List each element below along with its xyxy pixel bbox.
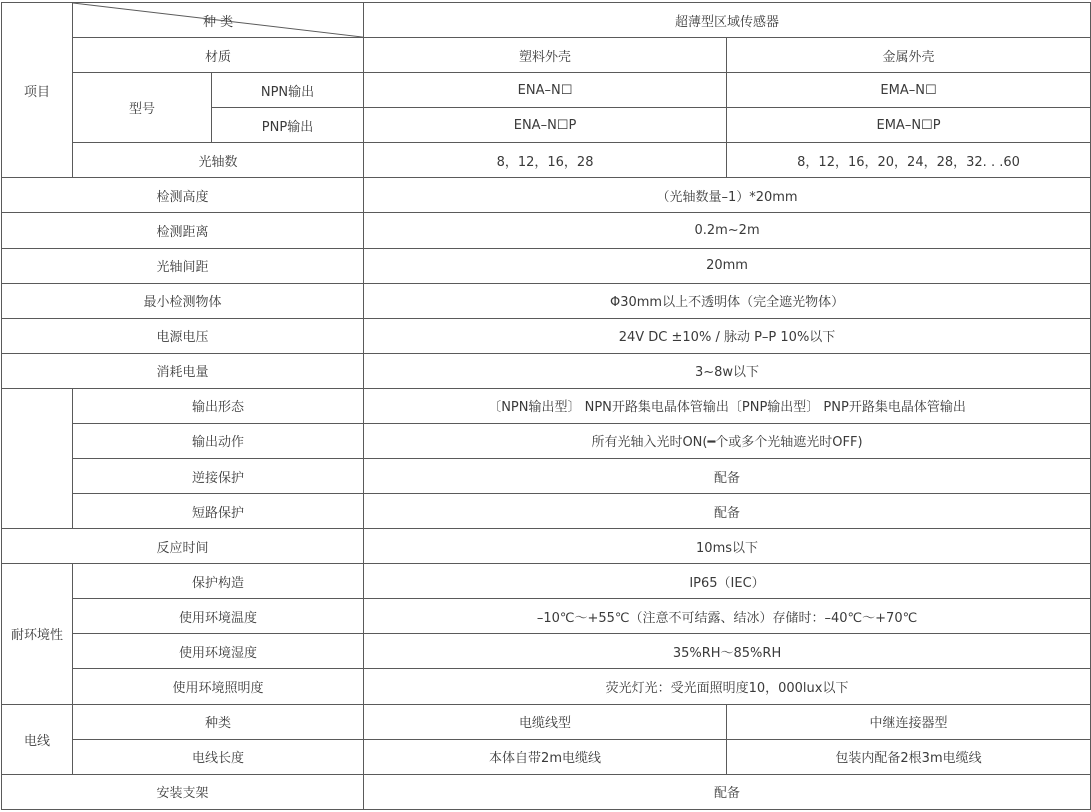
plastic-pnp-model: ENA–N☐P [364, 108, 727, 143]
spec-label: 检测距离 [2, 213, 364, 248]
metal-npn-model: EMA–N☐ [727, 73, 1091, 108]
category-label: 种 类 [202, 14, 234, 30]
cable-type-cable: 电缆线型 [364, 704, 727, 739]
short-protection-value: 配备 [364, 494, 1091, 529]
output-action-label: 输出动作 [73, 423, 364, 458]
environment-group-label: 耐环境性 [2, 564, 73, 704]
cable-type-label: 种类 [73, 704, 364, 739]
project-label: 项目 [2, 3, 73, 178]
table-row [2, 564, 1091, 599]
environment-label: 使用环境照明度 [73, 669, 364, 704]
category-corner-cell [73, 3, 364, 38]
table-row [2, 248, 1091, 283]
pnp-output-label: PNP输出 [212, 108, 364, 143]
environment-value: 35%RH～85%RH [364, 634, 1091, 669]
table-row [2, 459, 1091, 494]
table-row [2, 318, 1091, 353]
spec-label: 光轴间距 [2, 248, 364, 283]
table-row [2, 494, 1091, 529]
table-row [2, 353, 1091, 388]
table-row [2, 599, 1091, 634]
cable-group-label: 电线 [2, 704, 73, 774]
table-row [2, 423, 1091, 458]
cable-length-label: 电线长度 [73, 739, 364, 774]
cable-length-connector: 包装内配备2根3m电缆线 [727, 739, 1091, 774]
table-row [2, 388, 1091, 423]
plastic-housing: 塑料外壳 [364, 38, 727, 73]
material-label: 材质 [73, 38, 364, 73]
spec-label: 消耗电量 [2, 353, 364, 388]
table-row [2, 529, 1091, 564]
category-name: 超薄型区域传感器 [364, 3, 1091, 38]
metal-pnp-model: EMA–N☐P [727, 108, 1091, 143]
plastic-npn-model: ENA–N☐ [364, 73, 727, 108]
table-row [2, 739, 1091, 774]
table-row [2, 634, 1091, 669]
short-protection-label: 短路保护 [73, 494, 364, 529]
environment-value: 荧光灯光：受光面照明度10，000lux以下 [364, 669, 1091, 704]
environment-label: 使用环境温度 [73, 599, 364, 634]
output-form-label: 输出形态 [73, 388, 364, 423]
beams-label: 光轴数 [73, 143, 364, 178]
bracket-value: 配备 [364, 774, 1091, 809]
reverse-protection-value: 配备 [364, 459, 1091, 494]
environment-label: 使用环境湿度 [73, 634, 364, 669]
spec-value: 0.2m~2m [364, 213, 1091, 248]
table-row [2, 143, 1091, 178]
spec-table [1, 2, 1091, 810]
table-row [2, 3, 1091, 38]
cable-type-connector: 中继连接器型 [727, 704, 1091, 739]
model-label: 型号 [73, 73, 212, 143]
output-form-value: 〔NPN输出型〕 NPN开路集电晶体管输出〔PNP输出型〕 PNP开路集电晶体管输出 [364, 388, 1091, 423]
spec-value: Φ30mm以上不透明体（完全遮光物体） [364, 283, 1091, 318]
spec-value: （光轴数量–1）*20mm [364, 178, 1091, 213]
beams-metal: 8，12，16，20，24，28，32. . .60 [727, 143, 1091, 178]
table-row [2, 704, 1091, 739]
table-row [2, 213, 1091, 248]
spec-value: 3~8w以下 [364, 353, 1091, 388]
spec-value: 24V DC ±10% / 脉动 P–P 10%以下 [364, 318, 1091, 353]
table-row [2, 669, 1091, 704]
response-value: 10ms以下 [364, 529, 1091, 564]
table-row [2, 73, 1091, 108]
environment-label: 保护构造 [73, 564, 364, 599]
npn-output-label: NPN输出 [212, 73, 364, 108]
spec-value: 20mm [364, 248, 1091, 283]
table-row [2, 178, 1091, 213]
table-row [2, 774, 1091, 809]
spec-label: 检测高度 [2, 178, 364, 213]
output-group-cell [2, 388, 73, 528]
spec-label: 最小检测物体 [2, 283, 364, 318]
table-row [2, 283, 1091, 318]
metal-housing: 金属外壳 [727, 38, 1091, 73]
spec-label: 电源电压 [2, 318, 364, 353]
output-action-value: 所有光轴入光时ON(━个或多个光轴遮光时OFF) [364, 423, 1091, 458]
table-row [2, 38, 1091, 73]
beams-plastic: 8，12，16，28 [364, 143, 727, 178]
cable-length-cable: 本体自带2m电缆线 [364, 739, 727, 774]
environment-value: –10℃～+55℃（注意不可结露、结冰）存储时：–40℃～+70℃ [364, 599, 1091, 634]
environment-value: IP65（IEC） [364, 564, 1091, 599]
bracket-label: 安装支架 [2, 774, 364, 809]
reverse-protection-label: 逆接保护 [73, 459, 364, 494]
response-label: 反应时间 [2, 529, 364, 564]
